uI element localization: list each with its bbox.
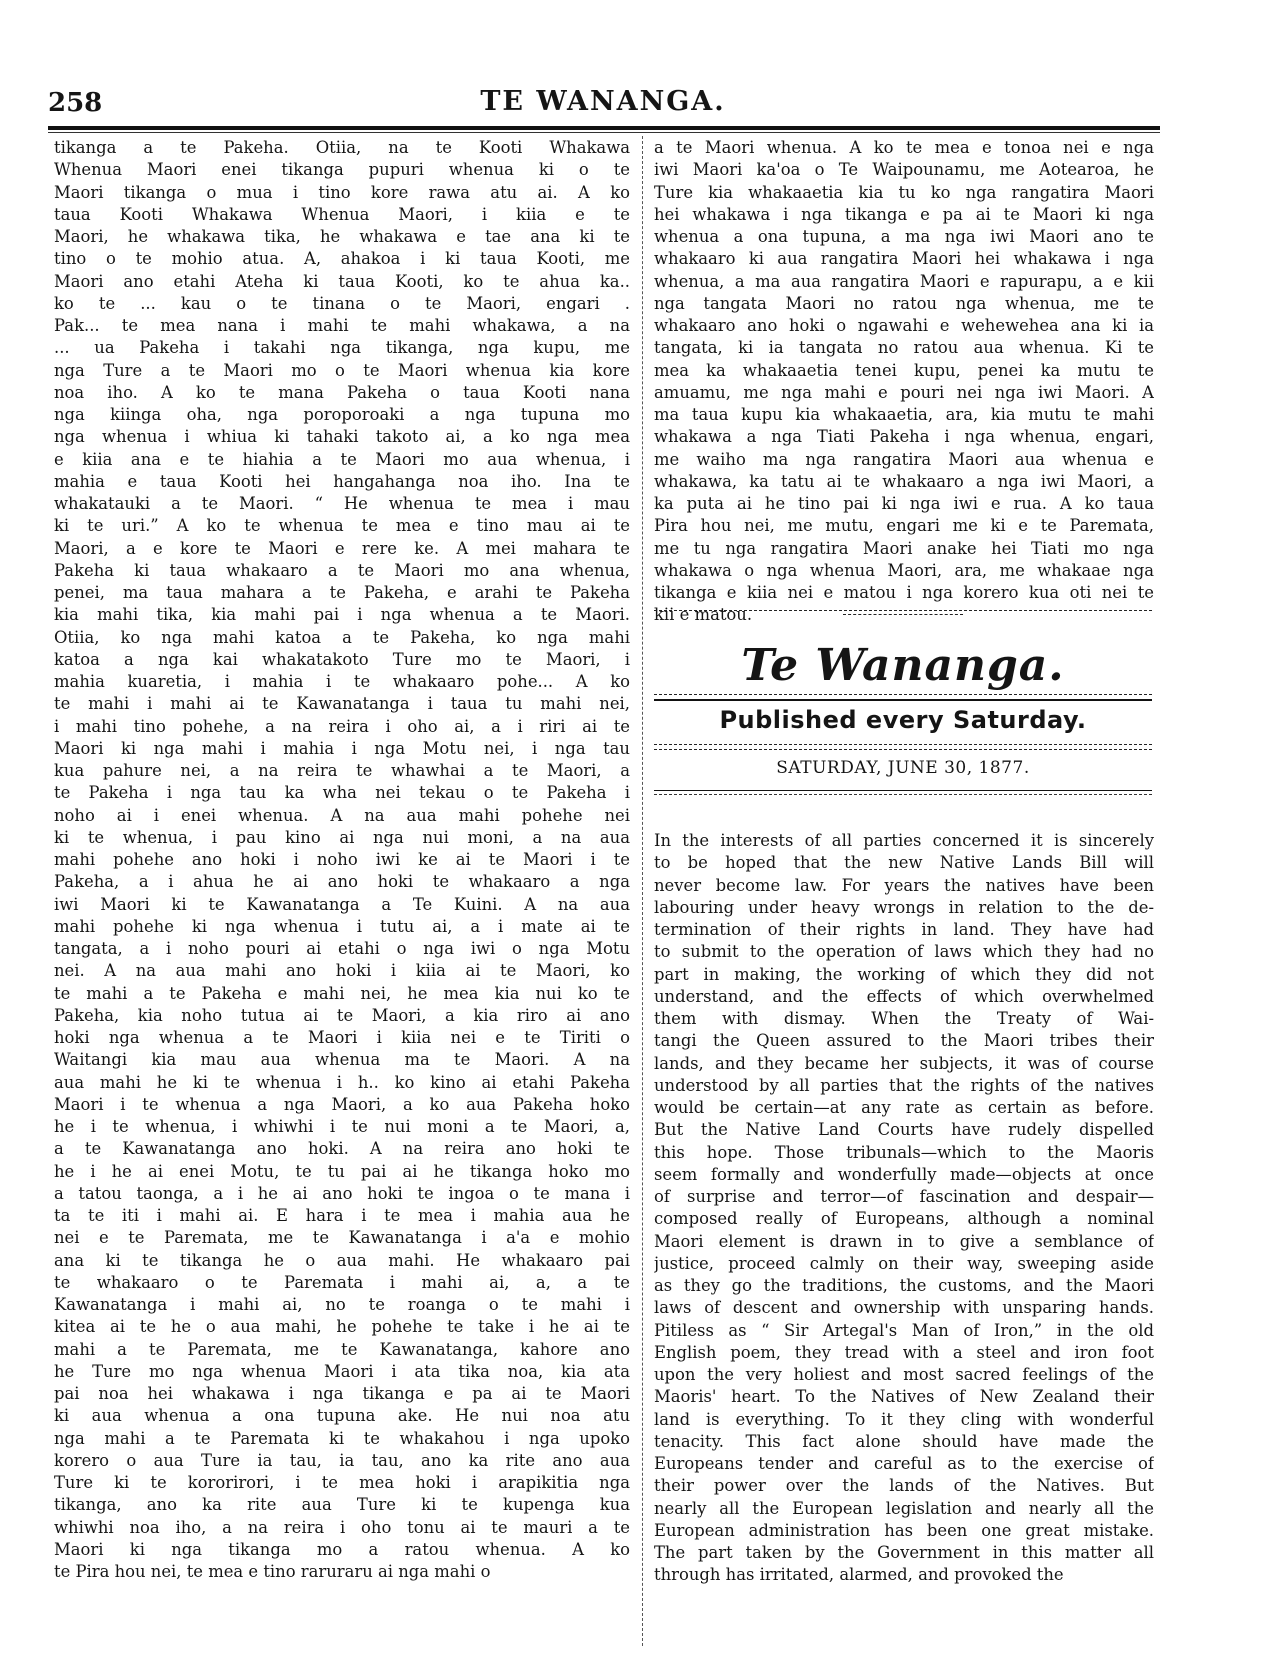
text-line: ki te whenua, i pau kino ai nga nui moni, a na aua [54,827,630,847]
text-line: Pira hou nei, me mutu, engari me ki e te Paremata, [654,516,1154,536]
text-line: aua mahi he ki te whenua i h.. ko kino ai etahi Pakeha [54,1072,630,1092]
text-line: pai noa hei whakawa i nga tikanga e pa ai te Maori [54,1384,630,1403]
section-rule-short [843,614,963,615]
published-rule [654,744,1152,745]
text-line: The part taken by the Government in this matter all [654,1543,1154,1562]
text-line: Pakeha, a i ahua he ai ano hoki te whakaaro a nga [54,872,630,892]
text-line: ... ua Pakeha i takahi nga tikanga, nga kupu, me [54,338,630,358]
text-line: tikanga e kiia nei e matou i nga korero kua oti nei te [654,583,1154,602]
column-divider [642,136,643,1646]
text-line: through has irritated, alarmed, and provoked the [654,1565,1064,1585]
text-line: he Ture mo nga whenua Maori i ata tika noa, kia ata [54,1361,630,1381]
header-rule-thin [48,132,1160,133]
text-line: Maori, he whakawa tika, he whakawa e tae ana ki te [54,227,630,246]
text-line: justice, proceed calmly on their way, sweeping aside [654,1253,1154,1273]
text-line: as they go the traditions, the customs, and the Maori [654,1276,1154,1295]
text-line: tangata, a i noho pouri ai etahi o nga iwi o nga Motu [54,939,630,958]
text-line: Maori i te whenua a nga Maori, a ko aua Pakeha hoko [54,1094,630,1114]
text-line: whakawa, ka tatu ai te whakaaro a nga iwi Maori, a [654,471,1154,491]
text-line: European administration has been one great mistake. [654,1520,1154,1540]
text-line: composed really of Europeans, although a nominal [654,1209,1154,1229]
page-header [48,82,1158,122]
text-line: a te Maori whenua. A ko te mea e tonoa nei e nga [654,138,1154,157]
text-line: nei. A na aua mahi ano hoki i kiia ai te Maori, ko [54,961,630,981]
text-line: nearly all the European legislation and nearly all the [654,1498,1154,1518]
text-line: seem formally and wonderfully made—objects at once [654,1164,1154,1184]
text-line: mahia e taua Kooti hei hangahanga noa iho. Ina te [54,471,630,491]
text-line: to submit to the operation of laws which they had no [654,942,1154,962]
text-line: them with dismay. When the Treaty of Wai- [654,1009,1154,1028]
text-line: e kiia ana e te hiahia a te Maori mo aua whenua, i [54,449,630,469]
nameplate-rule-solid [654,699,1152,701]
text-line: tikanga, ano ka rite aua Ture ki te kupenga kua [54,1495,630,1515]
text-line: nei e te Paremata, me te Kawanatanga i a'a e mohio [54,1228,630,1248]
text-line: Maoris' heart. To the Natives of New Zealand their [654,1387,1154,1407]
text-line: nga mahi a te Paremata ki te whakahou i nga upoko [54,1428,630,1448]
text-line: this hope. Those tribunals—which to the Maoris [654,1142,1154,1162]
text-line: katoa a nga kai whakatakoto Ture mo te Maori, i [54,649,630,669]
text-line: Otiia, ko nga mahi katoa a te Pakeha, ko nga mahi [54,627,630,647]
text-line: Pak... te mea nana i mahi te mahi whakawa, a na [54,316,630,335]
text-line: mea ka whakaaetia tenei kupu, penei ka mutu te [654,360,1154,380]
text-line: ka puta ai he tino pai ki nga iwi e rua. A ko taua [654,494,1154,513]
text-line: would be certain—at any rate as certain as before. [654,1098,1154,1117]
text-line: Pakeha, kia noho tutua ai te Maori, a kia riro ai ano [54,1005,630,1025]
text-line: mahi pohehe ki nga whenua i tutu ai, a i mate ai te [54,916,630,936]
text-line: to be hoped that the new Native Lands Bill will [654,853,1154,873]
nameplate-rule [654,694,1152,695]
text-line: noa iho. A ko te mana Pakeha o taua Kooti nana [54,382,630,402]
text-line: Whenua Maori enei tikanga pupuri whenua ki o te [54,160,630,180]
text-line: hoki nga whenua a te Maori i kiia nei e te Tiriti o [54,1028,630,1047]
text-line: penei, ma taua mahara a te Pakeha, e arahi te Pakeha [54,583,630,602]
text-line: never become law. For years the natives have been [654,875,1154,895]
text-line: of surprise and terror—of fascination and despair— [654,1187,1154,1206]
text-line: tikanga a te Pakeha. Otiia, na te Kooti Whakawa [54,138,630,157]
header-rule-thick [48,126,1160,130]
text-line: nga whenua i whiua ki tahaki takoto ai, a ko nga mea [54,427,630,447]
text-line: tenacity. This fact alone should have made the [654,1431,1154,1451]
text-line: whakawa a nga Tiati Pakeha i nga whenua, engari, [654,427,1154,447]
text-line: termination of their rights in land. They have had [654,920,1154,939]
text-line: Europeans tender and careful as to the exercise of [654,1454,1154,1473]
text-line: ta te iti i mahi ai. E hara i te mea i mahia aua he [54,1206,630,1225]
text-line: taua Kooti Whakawa Whenua Maori, i kiia e te [54,204,630,224]
right-column-maori-text [654,137,1154,627]
text-line: iwi Maori ki te Kawanatanga a Te Kuini. A na aua [54,894,630,914]
text-line: noho ai i enei whenua. A na aua mahi pohehe nei [54,805,630,825]
text-line: me tu nga rangatira Maori anake hei Tiati mo nga [654,538,1154,558]
text-line: Maori ki nga tikanga mo a ratou whenua. A ko [54,1539,630,1559]
text-line: iwi Maori ka'oa o Te Waipounamu, me Aotearoa, he [654,160,1154,180]
text-line: kii e matou. [654,605,753,625]
text-line: whenua, a ma aua rangatira Maori e rapurapu, a e kii [654,271,1154,291]
text-line: tangi the Queen assured to the Maori tribes their [654,1031,1154,1051]
text-line: me waiho ma nga rangatira Maori aua whenua e [654,449,1154,469]
text-line: he i te whenua, i whiwhi i te nui moni a te Maori, a, [54,1117,630,1136]
text-line: whenua a ona tupuna, a ma nga iwi Maori ano te [654,227,1154,246]
text-line: te Pira hou nei, te mea e tino raruraru ai nga mahi o [54,1562,491,1581]
left-column-maori-text [54,137,630,1583]
text-line: whiwhi noa iho, a na reira i oho tonu ai te mauri a te [54,1517,630,1537]
text-line: a te Kawanatanga ano hoki. A na reira ano hoki te [54,1139,630,1159]
text-line: korero o aua Ture ia tau, ia tau, ano ka rite ano aua [54,1450,630,1470]
page-number: 258 [48,88,103,118]
text-line: Pakeha ki taua whakaaro a te Maori mo ana whenua, [54,560,630,580]
text-line: Kawanatanga i mahi ai, no te roanga o te mahi i [54,1295,630,1314]
text-line: ki te uri.” A ko te whenua te mea e tino mau ai te [54,516,630,536]
date-rule [654,790,1152,791]
text-line: tangata, ki ia tangata no ratou aua whenua. Ki te [654,338,1154,358]
text-line: ki aua whenua a ona tupuna ake. He nui noa atu [54,1406,630,1426]
text-line: But the Native Land Courts have rudely dispelled [654,1120,1154,1140]
text-line: hei whakawa i nga tikanga e pa ai te Maori ki nga [654,204,1154,224]
text-line: mahi a te Paremata, me te Kawanatanga, kahore ano [54,1339,630,1359]
text-line: labouring under heavy wrongs in relation to the de- [654,897,1154,917]
text-line: amuamu, me nga mahi e pouri nei nga iwi Maori. A [654,382,1154,402]
text-line: whakatauki a te Maori. “ He whenua te mea i mau [54,494,630,513]
text-line: their power over the lands of the Natives. But [654,1476,1154,1496]
text-line: English poem, they tread with a steel and iron foot [654,1342,1154,1362]
text-line: kitea ai te he o aua mahi, he pohehe te take i he ai te [54,1317,630,1337]
text-line: te whakaaro o te Paremata i mahi ai, a, a te [54,1272,630,1292]
text-line: whakaaro ano hoki o ngawahi e wehewehea ana ki ia [654,316,1154,335]
text-line: Waitangi kia mau aua whenua ma te Maori. A na [54,1050,630,1070]
text-line: mahia kuaretia, i mahia i te whakaaro pohe... A ko [54,672,630,691]
issue-date: SATURDAY, JUNE 30, 1877. [776,758,1030,778]
text-line: kua pahure nei, a na reira te whawhai a te Maori, a [54,761,630,780]
text-line: te mahi a te Pakeha e mahi nei, he mea kia nui ko te [54,983,630,1003]
text-line: ana ki te tikanga he o aua mahi. He whakaaro pai [54,1250,630,1270]
publication-frequency: Published every Saturday. [719,706,1087,734]
text-line: mahi pohehe ano hoki i noho iwi ke ai te Maori i te [54,850,630,869]
text-line: a tatou taonga, a i he ai ano hoki te ingoa o te mana i [54,1183,630,1203]
text-line: te mahi i mahi ai te Kawanatanga i taua tu mahi nei, [54,694,630,714]
text-line: Maori, a e kore te Maori e rere ke. A mei mahara te [54,538,630,558]
text-line: he i he ai enei Motu, te tu pai ai he tikanga hoko mo [54,1161,630,1181]
text-line: nga kiinga oha, nga poroporoaki a nga tupuna mo [54,405,630,424]
text-line: nga Ture a te Maori mo o te Maori whenua kia kore [54,360,630,380]
text-line: upon the very holiest and most sacred feelings of the [654,1365,1154,1384]
text-line: Pitiless as “ Sir Artegal's Man of Iron,” in the old [654,1320,1154,1340]
text-line: Ture kia whakaaetia kia tu ko nga rangatira Maori [654,182,1154,202]
text-line: whakaaro ki aua rangatira Maori hei whakawa i nga [654,249,1154,269]
text-line: te Pakeha i nga tau ka wha nei tekau o te Pakeha i [54,783,630,803]
text-line: ko te ... kau o te tinana o te Maori, engari . [54,293,630,313]
text-line: Maori ano etahi Ateha ki taua Kooti, ko te ahua ka.. [54,271,630,291]
text-line: nga tangata Maori no ratou nga whenua, me te [654,293,1154,313]
date-rule-dashed [654,794,1152,795]
text-line: part in making, the working of which they did not [654,964,1154,984]
running-title: TE WANANGA. [480,86,726,117]
text-line: Maori element is drawn in to give a semblance of [654,1231,1154,1251]
text-line: Maori ki nga mahi i mahia i nga Motu nei, i nga tau [54,738,630,758]
right-column-english-editorial [654,830,1154,1587]
text-line: Maori tikanga o mua i tino kore rawa atu ai. A ko [54,182,630,202]
text-line: land is everything. To it they cling with wonderful [654,1409,1154,1429]
text-line: In the interests of all parties concerned it is sincerely [654,831,1154,850]
published-rule-2 [654,749,1152,750]
text-line: kia mahi tika, kia mahi pai i nga whenua a te Maori. [54,605,630,625]
newspaper-nameplate: Te Wananga. [741,640,1065,691]
text-line: ma taua kupu kia whakaaetia, ara, kia mutu te mahi [654,405,1154,424]
text-line: i mahi tino pohehe, a na reira i oho ai, a i riri ai te [54,716,630,736]
text-line: understood by all parties that the rights of the natives [654,1075,1154,1095]
text-line: Ture ki te kororirori, i te mea hoki i arapikitia nga [54,1473,630,1492]
text-line: lands, and they became her subjects, it was of course [654,1053,1154,1073]
text-line: understand, and the effects of which overwhelmed [654,986,1154,1006]
section-rule [654,610,1152,611]
text-line: whakawa o nga whenua Maori, ara, me whakaae nga [654,560,1154,580]
text-line: tino o te mohio atua. A, ahakoa i ki taua Kooti, me [54,249,630,269]
text-line: laws of descent and ownership with unsparing hands. [654,1298,1154,1318]
